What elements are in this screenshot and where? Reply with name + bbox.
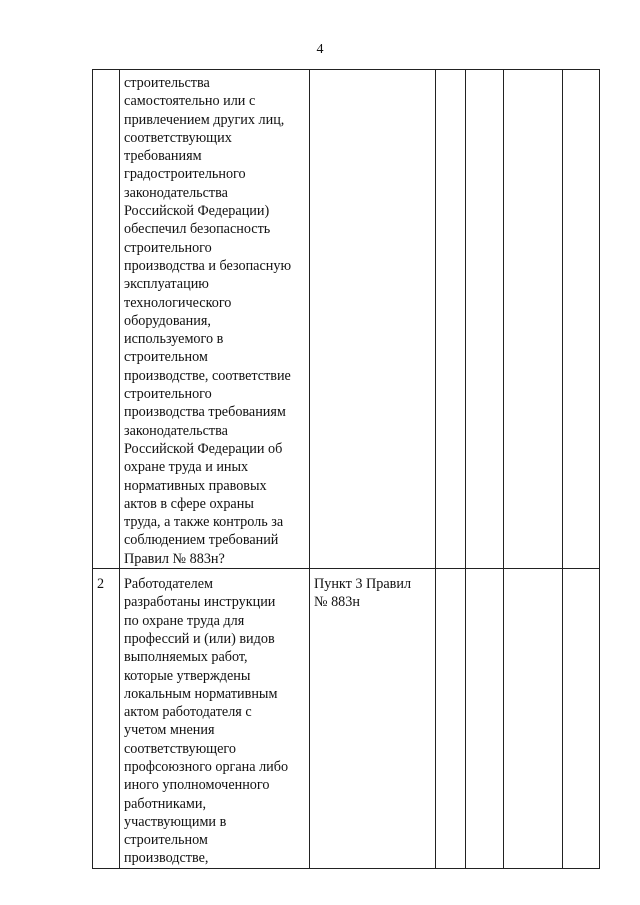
row-number-cell: 2 — [93, 569, 120, 869]
answer-cell-no — [466, 70, 504, 569]
checklist-table — [92, 69, 600, 869]
answer-cell-yes — [436, 569, 466, 869]
answer-cell-yes — [436, 70, 466, 569]
table-row — [93, 569, 600, 869]
row-number-cell — [93, 70, 120, 569]
note-cell — [563, 569, 600, 869]
table-row — [93, 70, 600, 569]
reference-cell — [310, 70, 436, 569]
note-cell — [563, 70, 600, 569]
question-cell: Работодателем разработаны инструкции по охране труда для профессий и (или) видов выполняемых работ, которые утверждены локальным нормативным актом работодателя с учетом мнения соответствующего профсоюзного органа либо иного уполномоченного работниками, участвующими в строительном производстве, — [120, 569, 310, 869]
answer-cell-not-applicable — [504, 70, 563, 569]
question-cell: строительства самостоятельно или с привлечением других лиц, соответствующих требованиям градостроительного законодательства Российской Федерации) обеспечил безопасность строительного производства и безопасную эксплуатацию технологического оборудования, используемого в строительном производстве, соответствие строительного производства требованиям законодательства Российской Федерации об охране труда и иных нормативных правовых актов в сфере охраны труда, а также контроль за соблюдением требований Правил № 883н? — [120, 70, 310, 569]
page-number: 4 — [316, 42, 324, 57]
reference-cell: Пункт 3 Правил № 883н — [310, 569, 436, 869]
answer-cell-no — [466, 569, 504, 869]
answer-cell-not-applicable — [504, 569, 563, 869]
